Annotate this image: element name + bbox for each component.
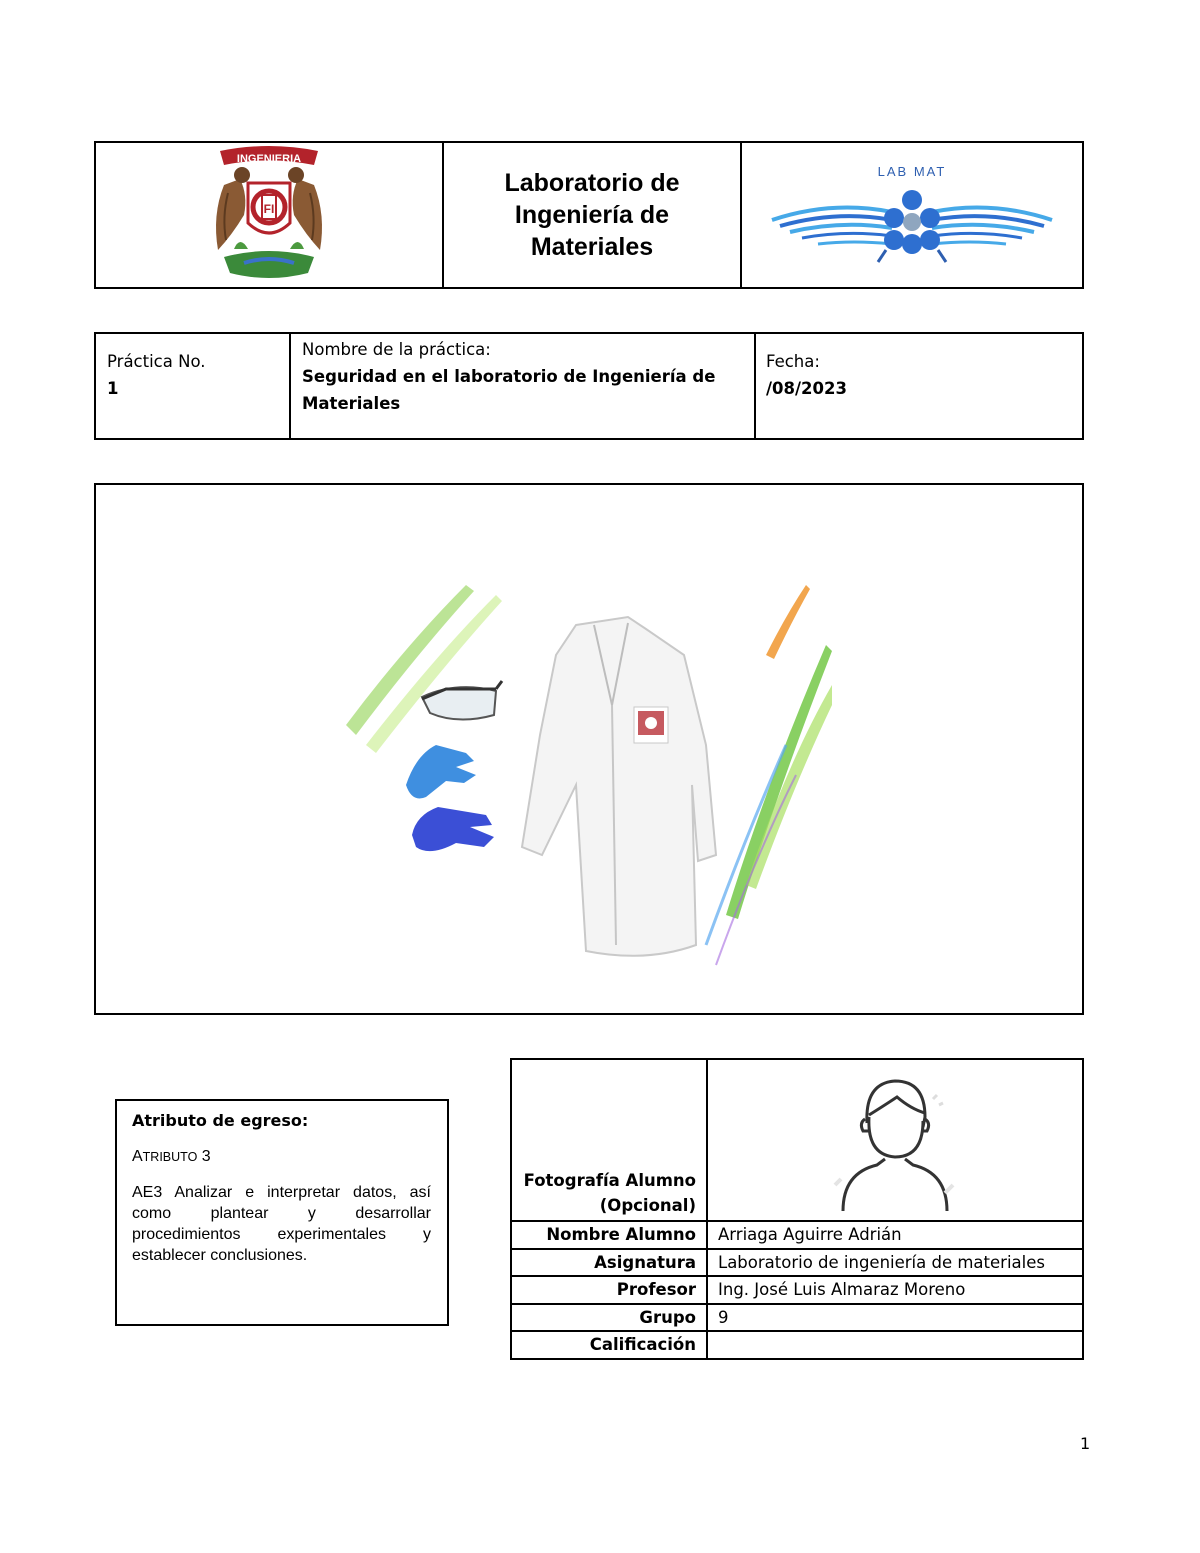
lab-title-line: Ingeniería de (514, 201, 670, 229)
attribute-description: AE3 Analizar e interpretar datos, así como plantear y desarrollar procedimientos experimentales y establecer conclusiones. (132, 1184, 431, 1264)
practice-number-label: Práctica No. (107, 352, 206, 371)
labmat-logo-cell (742, 143, 1082, 287)
student-row-label: Calificación (512, 1332, 708, 1358)
lab-title (504, 167, 679, 263)
safety-equipment-illustration (346, 585, 832, 995)
avatar-placeholder-icon (825, 1065, 965, 1215)
attribute-name (132, 1148, 431, 1166)
student-row-value: Arriaga Aguirre Adrián (718, 1225, 902, 1244)
header-table (94, 141, 1084, 289)
attribute-name-initial: A (132, 1148, 143, 1165)
student-table-row (512, 1303, 1082, 1331)
student-table-row (512, 1275, 1082, 1303)
practice-name-value: Materiales (302, 394, 401, 413)
student-photo-label (512, 1060, 708, 1220)
light-blue-glove-icon (406, 745, 476, 799)
labmat-logo (762, 160, 1062, 270)
student-info-table (510, 1058, 1084, 1360)
student-table-row (512, 1330, 1082, 1358)
practice-number-value: 1 (107, 379, 119, 398)
student-row-value: 9 (718, 1307, 729, 1327)
student-photo-cell (708, 1060, 1082, 1220)
student-row-label: Grupo (512, 1305, 708, 1331)
graduation-attribute-box (115, 1099, 449, 1326)
practice-name-value: Seguridad en el laboratorio de Ingeniería de (302, 367, 716, 386)
lab-title-cell (444, 143, 742, 287)
logo-banner-text: INGENIERIA (236, 153, 302, 165)
student-table-row (512, 1220, 1082, 1248)
student-row-label: Nombre Alumno (512, 1222, 708, 1248)
practice-name-label: Nombre de la práctica: (302, 340, 491, 359)
student-row-value: Ing. José Luis Almaraz Moreno (718, 1280, 966, 1299)
practice-number-cell (96, 334, 291, 438)
student-row-value (708, 1332, 1082, 1358)
dark-blue-glove-icon (412, 807, 494, 851)
unam-fi-logo-cell (96, 143, 444, 287)
student-row-label: Profesor (512, 1277, 708, 1303)
attribute-number: 3 (201, 1148, 211, 1165)
practice-name-cell (291, 334, 756, 438)
lab-coat-icon (522, 617, 716, 956)
lab-title-line: Laboratorio de (504, 169, 680, 197)
practice-date-value: /08/2023 (766, 379, 847, 398)
student-photo-label-line: (Opcional) (599, 1196, 696, 1215)
student-photo-row (512, 1060, 1082, 1220)
student-table-row (512, 1248, 1082, 1276)
attribute-title: Atributo de egreso: (132, 1111, 309, 1130)
practice-date-label: Fecha: (766, 352, 820, 371)
practice-info-table (94, 332, 1084, 440)
student-row-label: Asignatura (512, 1250, 708, 1276)
labmat-logo-text: LAB MAT (877, 164, 947, 179)
lab-title-line: Materiales (530, 233, 654, 261)
safety-glasses-icon (422, 681, 502, 720)
student-photo-label-line: Fotografía Alumno (523, 1171, 696, 1190)
student-row-value: Laboratorio de ingeniería de materiales (718, 1252, 1045, 1272)
attribute-name-rest: TRIBUTO (142, 1150, 198, 1164)
safety-equipment-image-box (94, 483, 1084, 1015)
practice-date-cell (756, 334, 1082, 438)
logo-fi-letters: FI (263, 202, 275, 216)
unam-engineering-logo (204, 145, 334, 285)
page-number: 1 (1080, 1434, 1091, 1453)
